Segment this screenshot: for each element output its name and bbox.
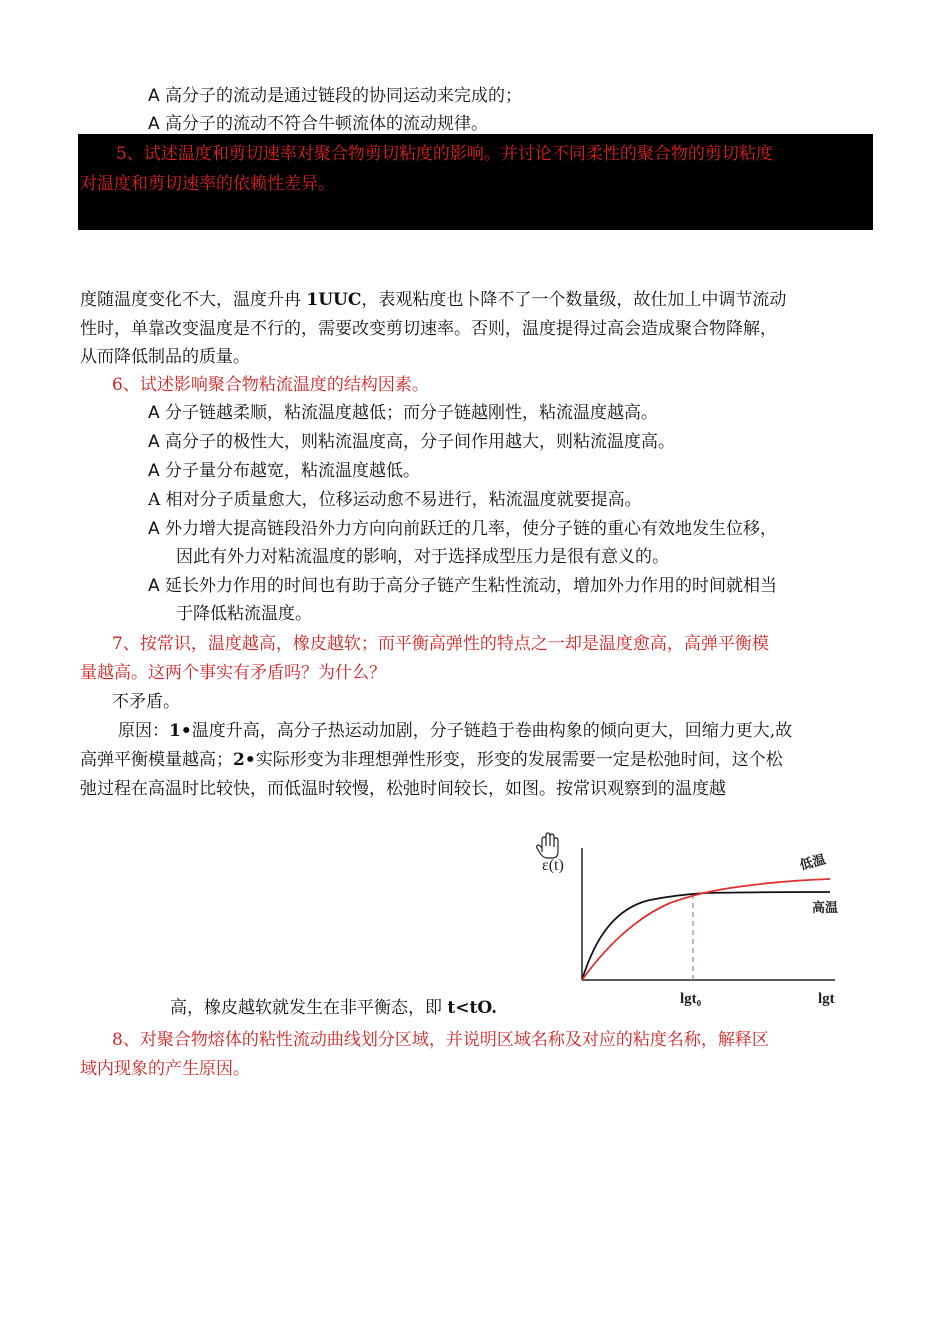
x-tick-lgt0: lgt₀ bbox=[680, 991, 702, 1007]
answer-6-item-2: A 高分子的极性大，则粘流温度高，分子间作用越大，则粘流温度高。 bbox=[148, 432, 676, 452]
answer-7-reason-text-2a: 高弹平衡模量越高； bbox=[80, 750, 233, 770]
answer-7-reason-label: 原因： bbox=[118, 721, 169, 741]
answer-5-line1 bbox=[80, 288, 786, 312]
answer-5-line2: 性时，单靠改变温度是不行的，需要改变剪切速率。否则，温度提得过高会造成聚合物降解， bbox=[80, 319, 777, 339]
y-axis-label: ε(t) bbox=[542, 857, 564, 874]
answer-6-item-6: A 延长外力作用的时间也有助于高分子链产生粘性流动，增加外力作用的时间就相当 bbox=[148, 576, 778, 596]
answer-7-condition: t<tO. bbox=[447, 998, 498, 1018]
answer-5-text-a: 度随温度变化不大，温度升冉 bbox=[80, 290, 307, 310]
bullet-flow-cooperative: A 高分子的流动是通过链段的协同运动来完成的； bbox=[148, 86, 523, 106]
answer-6-item-5-cont: 因此有外力对粘流温度的影响，对于选择成型压力是很有意义的。 bbox=[176, 547, 669, 567]
answer-5-line3: 从而降低制品的质量。 bbox=[80, 347, 250, 367]
answer-6-item-3: A 分子量分布越宽，粘流温度越低。 bbox=[148, 461, 421, 481]
answer-7-reason-line1 bbox=[118, 719, 792, 743]
answer-7-reason-line2 bbox=[80, 748, 783, 772]
question-7-line1: 7、按常识，温度越高，橡皮越软；而平衡高弹性的特点之一却是温度愈高，高弹平衡模 bbox=[112, 634, 769, 654]
answer-7-point-2: 2• bbox=[233, 750, 256, 770]
answer-7-conclusion: 不矛盾。 bbox=[112, 692, 180, 712]
hand-cursor-icon bbox=[537, 833, 558, 858]
answer-5-temp-value: 1UUC bbox=[306, 290, 362, 310]
low-temp-curve bbox=[582, 879, 830, 980]
x-axis-label: lgt bbox=[818, 991, 835, 1007]
answer-7-reason-text-2c: 实际形变为非理想弹性形变，形变的发展需要一定是松弛时间，这个松 bbox=[255, 750, 783, 770]
answer-7-reason-line3: 弛过程在高温时比较快，而低温时较慢，松弛时间较长，如图。按常识观察到的温度越 bbox=[80, 779, 726, 799]
question-8-line1: 8、对聚合物熔体的粘性流动曲线划分区域，并说明区域名称及对应的粘度名称，解释区 bbox=[112, 1030, 769, 1050]
question-6: 6、试述影响聚合物粘流温度的结构因素。 bbox=[112, 375, 429, 395]
strain-time-figure bbox=[530, 828, 850, 1013]
question-8-line2: 域内现象的产生原因。 bbox=[80, 1059, 250, 1079]
answer-7-point-1: 1• bbox=[169, 721, 192, 741]
question-5-block bbox=[78, 134, 873, 230]
low-temp-label: 低温 bbox=[798, 851, 828, 873]
answer-6-item-5: A 外力增大提高链段沿外力方向向前跃迁的几率，使分子链的重心有效地发生位移， bbox=[148, 519, 778, 539]
bullet-flow-non-newtonian: A 高分子的流动不符合牛顿流体的流动规律。 bbox=[148, 114, 489, 134]
answer-7-reason-text-1: 温度升高，高分子热运动加剧，分子链趋于卷曲构象的倾向更大，回缩力更大,故 bbox=[191, 721, 793, 741]
question-7-line2: 量越高。这两个事实有矛盾吗？为什么？ bbox=[80, 663, 386, 683]
answer-7-reason-text-4: 高，橡皮越软就发生在非平衡态，即 bbox=[170, 998, 448, 1018]
answer-6-item-6-cont: 于降低粘流温度。 bbox=[176, 604, 312, 624]
answer-6-item-4: A 相对分子质量愈大，位移运动愈不易进行，粘流温度就要提高。 bbox=[148, 490, 642, 510]
high-temp-label: 高温 bbox=[812, 900, 839, 915]
question-5-line2: 对温度和剪切速率的依赖性差异。 bbox=[80, 174, 335, 194]
answer-6-item-1: A 分子链越柔顺，粘流温度越低；而分子链越刚性，粘流温度越高。 bbox=[148, 403, 659, 423]
answer-7-reason-line4 bbox=[170, 996, 497, 1020]
question-5-line1: 5、试述温度和剪切速率对聚合物剪切粘度的影响。并讨论不同柔性的聚合物的剪切粘度 bbox=[116, 144, 773, 164]
answer-5-text-c: ，表观粘度也卜降不了一个数量级，故仕加丄中调节流动 bbox=[361, 290, 787, 310]
